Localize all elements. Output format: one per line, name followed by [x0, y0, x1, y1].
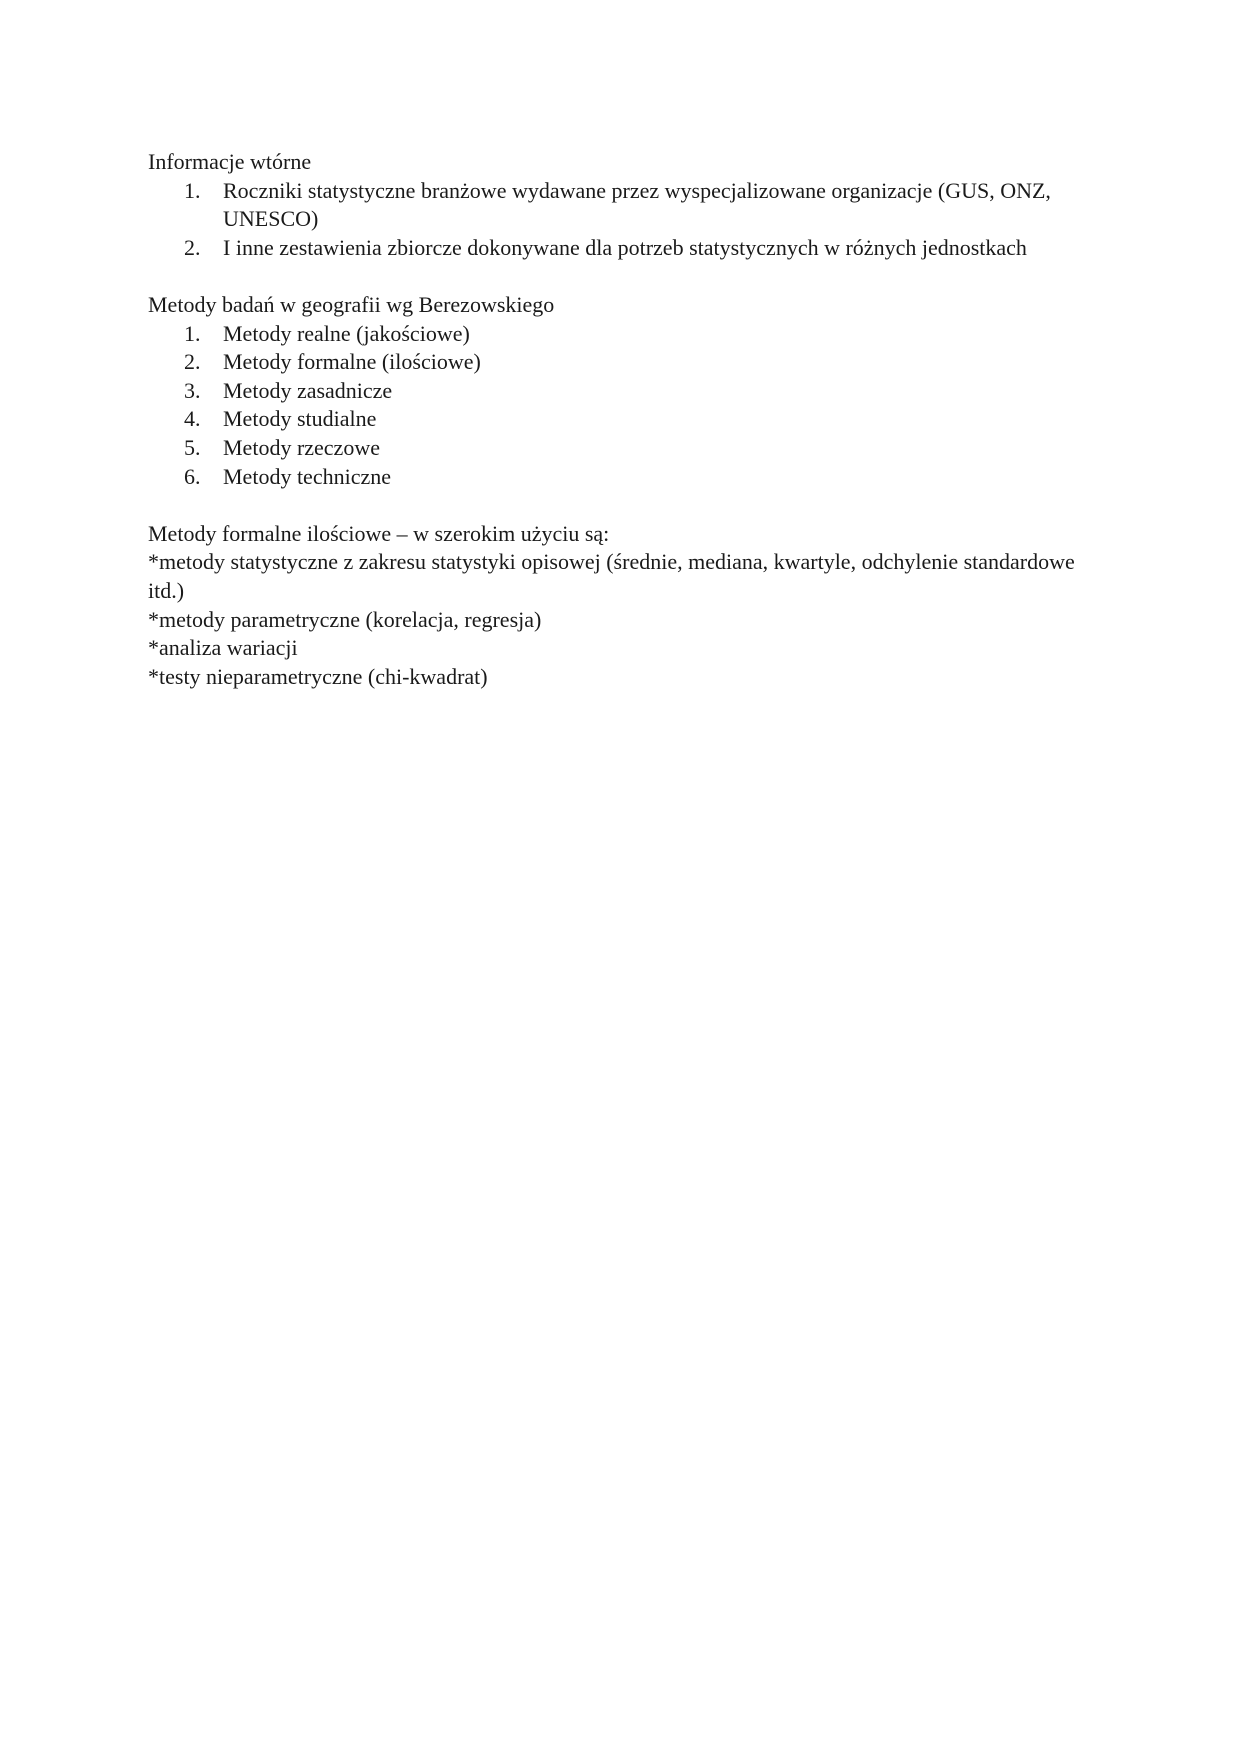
numbered-list [148, 177, 1088, 263]
list-item [148, 377, 1088, 406]
list-item [148, 405, 1088, 434]
bullet-line: *metody parametryczne (korelacja, regresja) [148, 606, 542, 632]
list-item-number: 1. [184, 320, 201, 346]
list-item-text: Metody techniczne [223, 463, 391, 489]
list-item-number: 3. [184, 377, 201, 403]
bullet-line: *analiza wariacji [148, 635, 298, 661]
list-item [148, 434, 1088, 463]
list-item-text: Metody formalne (ilościowe) [223, 349, 481, 375]
list-item-text: Roczniki statystyczne branżowe wydawane przez wyspecjalizowane organizacje (GUS, ONZ, UNESCO) [223, 177, 1051, 232]
list-item-number: 2. [184, 234, 201, 260]
list-item-text: Metody zasadnicze [223, 377, 393, 403]
list-item [148, 177, 1088, 234]
list-item [148, 320, 1088, 349]
section-secondary-information [148, 148, 1088, 262]
bullet-line: *metody statystyczne z zakresu statystyki opisowej (średnie, mediana, kwartyle, odchylenie standardowe itd.) [148, 549, 1075, 603]
section-research-methods [148, 291, 1088, 491]
list-item-text: I inne zestawienia zbiorcze dokonywane dla potrzeb statystycznych w różnych jednostkach [223, 234, 1027, 260]
list-item-number: 2. [184, 349, 201, 375]
section-heading: Metody badań w geografii wg Berezowskiego [148, 291, 555, 317]
list-item-text: Metody rzeczowe [223, 434, 380, 460]
list-item [148, 463, 1088, 492]
numbered-list [148, 320, 1088, 492]
list-item [148, 234, 1088, 263]
list-item-number: 5. [184, 434, 201, 460]
list-item [148, 348, 1088, 377]
list-item-number: 1. [184, 177, 201, 203]
bullet-line: *testy nieparametryczne (chi-kwadrat) [148, 663, 488, 689]
list-item-text: Metody studialne [223, 406, 377, 432]
document-body [148, 148, 1088, 720]
list-item-number: 6. [184, 463, 201, 489]
section-heading: Informacje wtórne [148, 149, 312, 174]
list-item-number: 4. [184, 406, 201, 432]
section-heading: Metody formalne ilościowe – w szerokim użyciu są: [148, 520, 610, 546]
section-formal-methods [148, 520, 1088, 692]
list-item-text: Metody realne (jakościowe) [223, 320, 470, 346]
